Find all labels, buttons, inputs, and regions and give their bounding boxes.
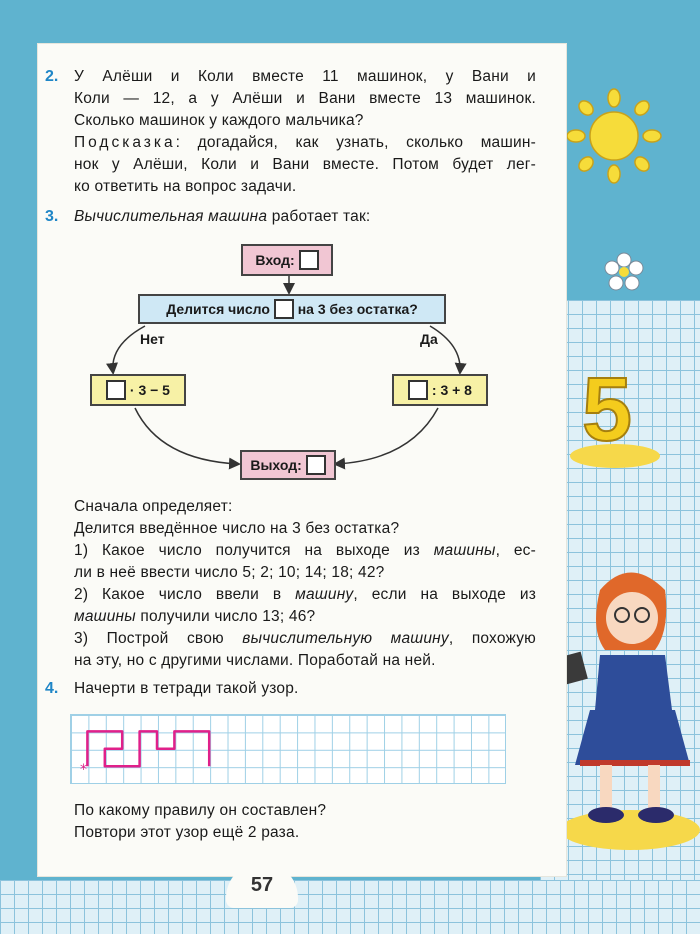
task-3-questions xyxy=(74,496,536,672)
no-label: Нет xyxy=(140,331,165,347)
right-operation-box xyxy=(392,374,488,406)
question-3-tail: , похожую xyxy=(448,630,536,647)
task-3-title-italic: Вычислительная машина xyxy=(74,208,268,225)
input-label: Вход: xyxy=(255,252,295,268)
question-box xyxy=(138,294,446,324)
input-box xyxy=(241,244,333,276)
question-2-text: 2) Какое число ввели в xyxy=(74,586,296,603)
task-2-line: Сколько машинок у каждого мальчика? xyxy=(74,112,364,129)
task-4-title: Начерти в тетради такой узор. xyxy=(74,680,299,697)
question-3-line-2: на эту, но с другими числами. Поработай на ней. xyxy=(74,652,436,669)
right-operation: : 3 + 8 xyxy=(431,382,472,398)
task-4-instruction: Повтори этот узор ещё 2 раза. xyxy=(74,824,300,841)
output-label: Выход: xyxy=(250,457,302,473)
svg-text:5: 5 xyxy=(582,360,633,460)
question-3-line xyxy=(74,628,536,650)
right-square xyxy=(408,380,428,400)
task-2-hint-line: ко ответить на вопрос задачи. xyxy=(74,178,297,195)
question-after: на 3 без остатка? xyxy=(297,301,418,317)
task-2-hint-line: нок у Алёши, Коли и Вани вместе. Потом будет лег- xyxy=(74,156,536,173)
question-1-italic: машины xyxy=(433,542,496,559)
pattern-drawing xyxy=(70,714,506,784)
question-2-italic: машину xyxy=(295,586,354,603)
hint-label: Подсказка xyxy=(74,134,176,151)
question-2-line xyxy=(74,584,536,606)
yes-label: Да xyxy=(420,331,438,347)
task-3-number: 3. xyxy=(45,208,59,225)
task-3-text-line: Делится введённое число на 3 без остатка? xyxy=(74,520,400,537)
task-2-line: У Алёши и Коли вместе 11 машинок, у Вани и xyxy=(74,68,536,85)
question-2-tail-2: получили число 13; 46? xyxy=(135,608,316,625)
question-1-line xyxy=(74,540,536,562)
question-1-text: 1) Какое число получится на выходе из xyxy=(74,542,434,559)
input-square xyxy=(299,250,319,270)
hint-text: : догадайся, как узнать, сколько машин- xyxy=(175,134,536,151)
task-3-title-rest: работает так: xyxy=(267,208,371,225)
question-before: Делится число xyxy=(166,301,270,317)
question-2-tail: , если на выходе из xyxy=(353,586,537,603)
left-operation: · 3 − 5 xyxy=(129,382,170,398)
question-3-text: 3) Построй свою xyxy=(74,630,243,647)
output-square xyxy=(306,455,326,475)
question-3-italic: вычислительную машину xyxy=(242,630,449,647)
question-square xyxy=(274,299,294,319)
page-number: 57 xyxy=(226,862,298,908)
output-box xyxy=(240,450,336,480)
question-2-line-2 xyxy=(74,606,536,628)
task-4-number: 4. xyxy=(45,680,59,697)
question-1-line-2: ли в неё ввести число 5; 2; 10; 14; 18; 42? xyxy=(74,564,385,581)
task-3-text-line: Сначала определяет: xyxy=(74,498,233,515)
svg-text:*: * xyxy=(80,762,87,778)
task-2-line: Коли — 12, а у Алёши и Вани вместе 13 машинок. xyxy=(74,90,536,107)
question-1-tail: , ес- xyxy=(495,542,536,559)
question-2-italic-2: машины xyxy=(74,608,136,625)
left-operation-box xyxy=(90,374,186,406)
task-2-number: 2. xyxy=(45,68,59,85)
left-square xyxy=(106,380,126,400)
task-4-question: По какому правилу он составлен? xyxy=(74,802,327,819)
task-4-text xyxy=(74,800,536,844)
